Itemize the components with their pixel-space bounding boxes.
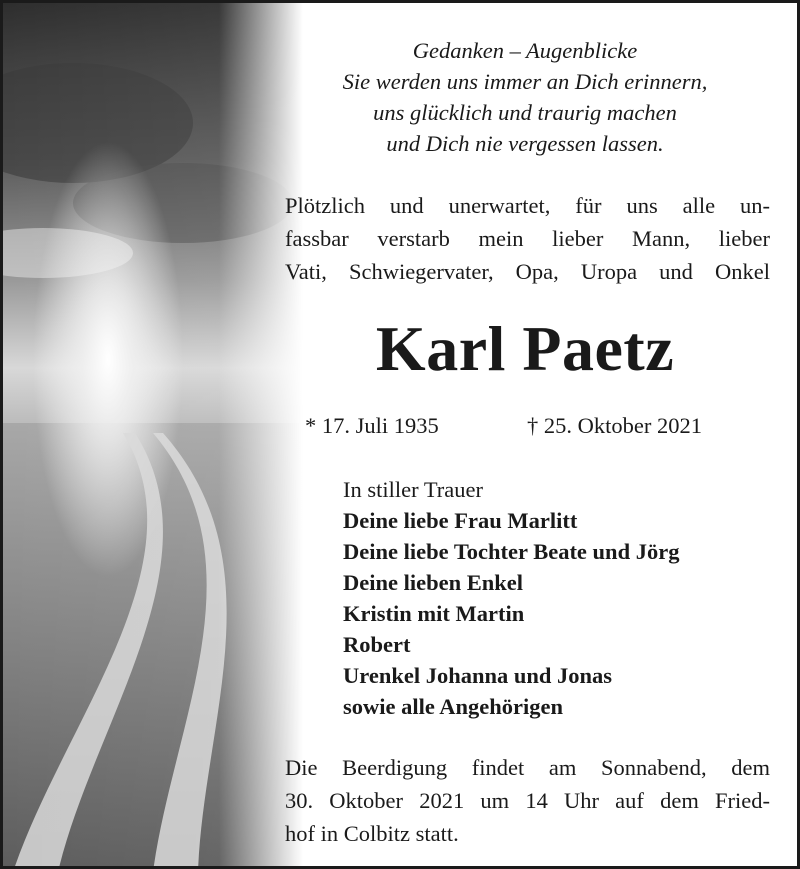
intro-line: fassbar verstarb mein lieber Mann, lieber: [285, 226, 770, 251]
mourner: Kristin mit Martin: [343, 601, 525, 626]
death-date: † 25. Oktober 2021: [527, 413, 702, 438]
mourner: sowie alle Angehörigen: [343, 694, 563, 719]
poem-line: und Dich nie vergessen lassen.: [386, 131, 664, 156]
poem-line: uns glücklich und traurig machen: [373, 100, 677, 125]
intro-line: Plötzlich und unerwartet, für uns alle un-: [285, 193, 770, 218]
mourner: Urenkel Johanna und Jonas: [343, 663, 613, 688]
funeral-line: hof in Colbitz statt.: [285, 821, 459, 846]
mourner: Deine liebe Frau Marlitt: [343, 508, 578, 533]
funeral-line: 30. Oktober 2021 um 14 Uhr auf dem Fried-: [285, 788, 770, 813]
intro-paragraph: [285, 189, 770, 288]
intro-line: Vati, Schwiegervater, Opa, Uropa und Onkel: [285, 259, 770, 284]
poem-line: Sie werden uns immer an Dich erinnern,: [342, 69, 708, 94]
mourner: Robert: [343, 632, 411, 657]
mourning-intro: In stiller Trauer: [343, 477, 483, 502]
mourners-list: [343, 474, 679, 722]
mourner: Deine lieben Enkel: [343, 570, 524, 595]
funeral-line: Die Beerdigung findet am Sonnabend, dem: [285, 755, 770, 780]
poem-line: Gedanken – Augenblicke: [412, 38, 638, 63]
notice-text: [275, 3, 775, 869]
deceased-name: Karl Paetz: [375, 313, 675, 384]
funeral-info: [285, 751, 770, 850]
path-landscape-photo: [3, 3, 303, 869]
poem: [275, 35, 775, 159]
mourner: Deine liebe Tochter Beate und Jörg: [343, 539, 680, 564]
birth-date: * 17. Juli 1935: [305, 413, 439, 438]
